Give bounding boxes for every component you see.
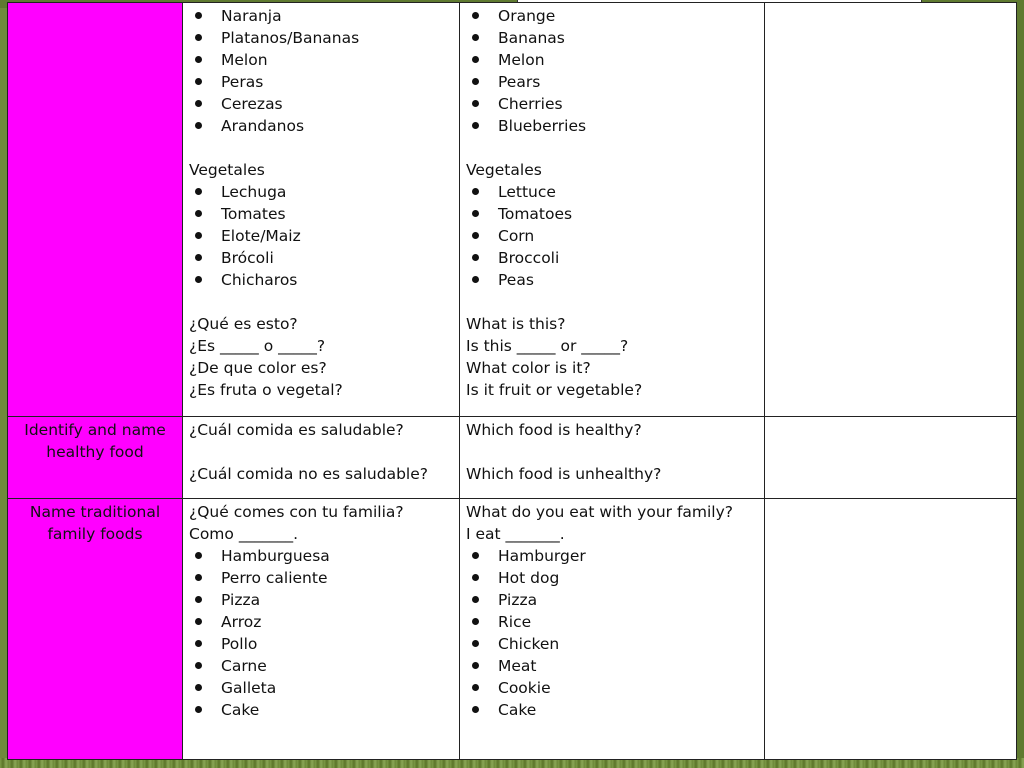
list-item: Platanos/Bananas xyxy=(221,27,453,49)
list-item: Peas xyxy=(498,269,758,291)
vegetables-heading: Vegetales xyxy=(466,161,542,179)
vegetables-heading: Vegetales xyxy=(189,161,265,179)
notes-cell-empty xyxy=(765,499,1017,760)
list-item: Naranja xyxy=(221,5,453,27)
list-item: Tomatoes xyxy=(498,203,758,225)
list-item: Melon xyxy=(221,49,453,71)
notes-cell-empty xyxy=(765,3,1017,417)
list-item: Corn xyxy=(498,225,758,247)
fruit-list-english xyxy=(466,5,758,137)
question-line: Is it fruit or vegetable? xyxy=(466,381,643,399)
list-item: Rice xyxy=(498,611,758,633)
list-item: Pizza xyxy=(498,589,758,611)
list-item: Lechuga xyxy=(221,181,453,203)
list-item: Blueberries xyxy=(498,115,758,137)
question-line: What do you eat with your family? xyxy=(466,503,734,521)
table-row-fruits-vegetables xyxy=(8,3,1017,417)
list-item: Meat xyxy=(498,655,758,677)
list-item: Bananas xyxy=(498,27,758,49)
list-item: Galleta xyxy=(221,677,453,699)
food-list-english xyxy=(466,545,758,721)
list-item: Melon xyxy=(498,49,758,71)
list-item: Pears xyxy=(498,71,758,93)
english-content-cell xyxy=(460,417,765,499)
spanish-content-cell xyxy=(183,417,460,499)
question-line: ¿Qué es esto? xyxy=(189,315,298,333)
list-item: Cake xyxy=(498,699,758,721)
list-item: Tomates xyxy=(221,203,453,225)
question-line: ¿Es _____ o _____? xyxy=(189,337,326,355)
list-item: Cake xyxy=(221,699,453,721)
question-line: Which food is healthy? xyxy=(466,421,642,439)
list-item: Cookie xyxy=(498,677,758,699)
list-item: Arroz xyxy=(221,611,453,633)
fruit-list-spanish xyxy=(189,5,453,137)
english-content-cell xyxy=(460,499,765,760)
notes-cell-empty xyxy=(765,417,1017,499)
food-list-spanish xyxy=(189,545,453,721)
list-item: Arandanos xyxy=(221,115,453,137)
list-item: Lettuce xyxy=(498,181,758,203)
objective-cell-empty xyxy=(8,3,183,417)
list-item: Hamburger xyxy=(498,545,758,567)
list-item: Hamburguesa xyxy=(221,545,453,567)
list-item: Chicken xyxy=(498,633,758,655)
question-line: Which food is unhealthy? xyxy=(466,465,662,483)
spanish-content-cell xyxy=(183,3,460,417)
list-item: Elote/Maiz xyxy=(221,225,453,247)
table-row-family-foods xyxy=(8,499,1017,760)
question-line: ¿De que color es? xyxy=(189,359,327,377)
spanish-content-cell xyxy=(183,499,460,760)
list-item: Chicharos xyxy=(221,269,453,291)
objective-cell: Identify and name healthy food xyxy=(8,417,183,499)
question-line: ¿Qué comes con tu familia? xyxy=(189,503,404,521)
question-line: ¿Es fruta o vegetal? xyxy=(189,381,343,399)
question-line: What is this? xyxy=(466,315,566,333)
list-item: Brócoli xyxy=(221,247,453,269)
list-item: Cherries xyxy=(498,93,758,115)
lesson-plan-table xyxy=(7,2,1017,760)
objective-cell: Name traditional family foods xyxy=(8,499,183,760)
list-item: Orange xyxy=(498,5,758,27)
question-line: What color is it? xyxy=(466,359,591,377)
list-item: Hot dog xyxy=(498,567,758,589)
list-item: Peras xyxy=(221,71,453,93)
list-item: Cerezas xyxy=(221,93,453,115)
question-line: Is this _____ or _____? xyxy=(466,337,629,355)
answer-line: Como _______. xyxy=(189,525,298,543)
list-item: Broccoli xyxy=(498,247,758,269)
vegetable-list-spanish xyxy=(189,181,453,291)
question-line: ¿Cuál comida es saludable? xyxy=(189,421,404,439)
vegetable-list-english xyxy=(466,181,758,291)
question-line: ¿Cuál comida no es saludable? xyxy=(189,465,429,483)
list-item: Pizza xyxy=(221,589,453,611)
answer-line: I eat _______. xyxy=(466,525,565,543)
english-content-cell xyxy=(460,3,765,417)
list-item: Carne xyxy=(221,655,453,677)
list-item: Pollo xyxy=(221,633,453,655)
table-row-healthy-food xyxy=(8,417,1017,499)
list-item: Perro caliente xyxy=(221,567,453,589)
